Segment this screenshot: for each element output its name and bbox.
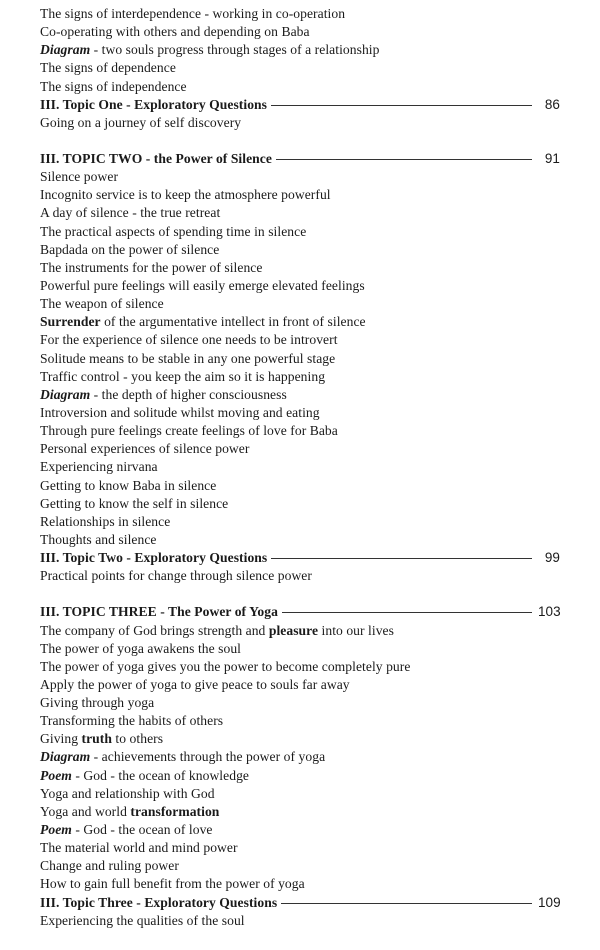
page-number: 99: [544, 550, 560, 566]
toc-entry: [40, 694, 560, 712]
entry-text: A day of silence - the true retreat: [40, 205, 221, 221]
toc-entry: [40, 676, 560, 694]
entry-text: Silence power: [40, 169, 119, 185]
entry-text: - God - the ocean of knowledge: [71, 767, 249, 783]
entry-label: Diagram: [40, 749, 91, 765]
dot-leader: [271, 105, 532, 106]
heading-title: III. TOPIC TWO - the Power of Silence: [40, 150, 272, 166]
section-gap: [40, 132, 560, 150]
toc-entry: [40, 59, 560, 77]
entry-text: Traffic control - you keep the aim so it is happening: [40, 368, 326, 384]
toc-entry: [40, 513, 560, 531]
toc-entry: [40, 386, 560, 404]
toc-entry: [40, 331, 560, 349]
entry-text: The material world and mind power: [40, 840, 238, 856]
entry-text: The signs of interdependence - working in co-operation: [40, 6, 346, 21]
page-number: 91: [544, 150, 560, 166]
section-gap: [40, 585, 560, 603]
entry-text: Experiencing the qualities of the soul: [40, 912, 245, 928]
entry-text: Giving: [40, 731, 82, 747]
toc-entry: [40, 259, 560, 277]
entry-emphasis: pleasure: [268, 622, 319, 638]
entry-text: to others: [111, 731, 164, 747]
entry-text: Bapdada on the power of silence: [40, 241, 220, 257]
toc-entry: [40, 748, 560, 766]
entry-text: Powerful pure feelings will easily emerge elevated feelings: [40, 277, 365, 293]
entry-text: - two souls progress through stages of a relationship: [90, 42, 380, 58]
entry-text: - the depth of higher consciousness: [90, 386, 287, 402]
toc-entry: [40, 839, 560, 857]
entry-text: Relationships in silence: [40, 513, 171, 529]
heading-title: III. Topic Three - Exploratory Questions: [40, 894, 278, 910]
entry-emphasis: truth: [81, 731, 112, 747]
page-number: 103: [538, 604, 561, 620]
toc-entry: [40, 404, 560, 422]
heading-title: III. Topic One - Exploratory Questions: [40, 96, 267, 112]
entry-text: How to gain full benefit from the power of yoga: [40, 876, 305, 892]
toc-entry: [40, 78, 560, 96]
page-number: 86: [544, 96, 560, 112]
entry-text: Yoga and world: [40, 803, 131, 819]
toc-heading: [40, 549, 560, 567]
toc-entry: [40, 912, 560, 930]
entry-text: - achievements through the power of yoga: [90, 749, 326, 765]
toc-entry: [40, 640, 560, 658]
entry-text: of the argumentative intellect in front of silence: [100, 314, 366, 330]
toc-entry: [40, 186, 560, 204]
toc-heading: [40, 150, 560, 168]
entry-text: Getting to know the self in silence: [40, 495, 229, 511]
toc-entry: [40, 168, 560, 186]
dot-leader: [282, 612, 532, 613]
toc-entry: [40, 23, 560, 41]
toc-entry: [40, 821, 560, 839]
entry-emphasis: transformation: [130, 803, 220, 819]
toc-entry: [40, 803, 560, 821]
entry-text: Experiencing nirvana: [40, 459, 158, 475]
toc-entry: [40, 495, 560, 513]
toc-entry: [40, 204, 560, 222]
entry-text: Apply the power of yoga to give peace to souls far away: [40, 676, 350, 692]
entry-text: The company of God brings strength and: [40, 622, 269, 638]
toc-entry: [40, 241, 560, 259]
entry-text: Co-operating with others and depending on Baba: [40, 24, 310, 40]
toc-entry: [40, 531, 560, 549]
toc-entry: [40, 114, 560, 132]
toc-entry: [40, 5, 560, 23]
toc-entry: [40, 41, 560, 59]
entry-label: Poem: [40, 767, 72, 783]
toc-entry: [40, 368, 560, 386]
entry-text: Incognito service is to keep the atmosphere powerful: [40, 187, 331, 203]
entry-text: into our lives: [318, 622, 394, 638]
entry-text: Change and ruling power: [40, 858, 179, 874]
toc-heading: [40, 894, 560, 912]
toc-entry: [40, 277, 560, 295]
entry-text: Thoughts and silence: [40, 531, 157, 547]
entry-text: Practical points for change through silence power: [40, 568, 312, 584]
entry-label: Diagram: [40, 386, 91, 402]
entry-text: The power of yoga gives you the power to become completely pure: [40, 658, 411, 674]
entry-text: Giving through yoga: [40, 695, 155, 711]
toc-entry: [40, 658, 560, 676]
entry-text: The signs of dependence: [40, 60, 176, 76]
heading-title: III. Topic Two - Exploratory Questions: [40, 550, 268, 566]
entry-text: Going on a journey of self discovery: [40, 114, 242, 130]
toc-entry: [40, 567, 560, 585]
entry-text: The signs of independence: [40, 78, 187, 94]
entry-text: The power of yoga awakens the soul: [40, 640, 242, 656]
entry-label: Surrender: [40, 314, 101, 330]
toc-entry: [40, 440, 560, 458]
toc-heading: [40, 96, 560, 114]
entry-text: Getting to know Baba in silence: [40, 477, 217, 493]
entry-text: Transforming the habits of others: [40, 713, 224, 729]
toc-entry: [40, 767, 560, 785]
entry-text: Introversion and solitude whilst moving and eating: [40, 404, 320, 420]
entry-text: The instruments for the power of silence: [40, 259, 263, 275]
dot-leader: [281, 903, 532, 904]
entry-label: Diagram: [40, 42, 91, 58]
entry-text: - God - the ocean of love: [71, 822, 213, 838]
toc-entry: [40, 785, 560, 803]
toc-entry: [40, 422, 560, 440]
entry-text: Through pure feelings create feelings of love for Baba: [40, 423, 338, 439]
toc-entry: [40, 477, 560, 495]
entry-text: Yoga and relationship with God: [40, 785, 215, 801]
toc-entry: [40, 313, 560, 331]
toc-entry: [40, 622, 560, 640]
toc-heading: [40, 603, 560, 621]
entry-label: Poem: [40, 822, 72, 838]
toc-entry: [40, 730, 560, 748]
toc-entry: [40, 223, 560, 241]
dot-leader: [276, 159, 532, 160]
dot-leader: [271, 558, 532, 559]
toc-entry: [40, 295, 560, 313]
entry-text: For the experience of silence one needs to be introvert: [40, 332, 338, 348]
toc-entry: [40, 875, 560, 893]
page-number: 109: [538, 894, 561, 910]
toc-entry: [40, 712, 560, 730]
entry-text: Personal experiences of silence power: [40, 441, 250, 457]
entry-text: Solitude means to be stable in any one powerful stage: [40, 350, 336, 366]
heading-title: III. TOPIC THREE - The Power of Yoga: [40, 604, 278, 620]
toc-entry: [40, 458, 560, 476]
toc-entry: [40, 857, 560, 875]
entry-text: The practical aspects of spending time in silence: [40, 223, 307, 239]
entry-text: The weapon of silence: [40, 296, 164, 312]
toc-entry: [40, 350, 560, 368]
